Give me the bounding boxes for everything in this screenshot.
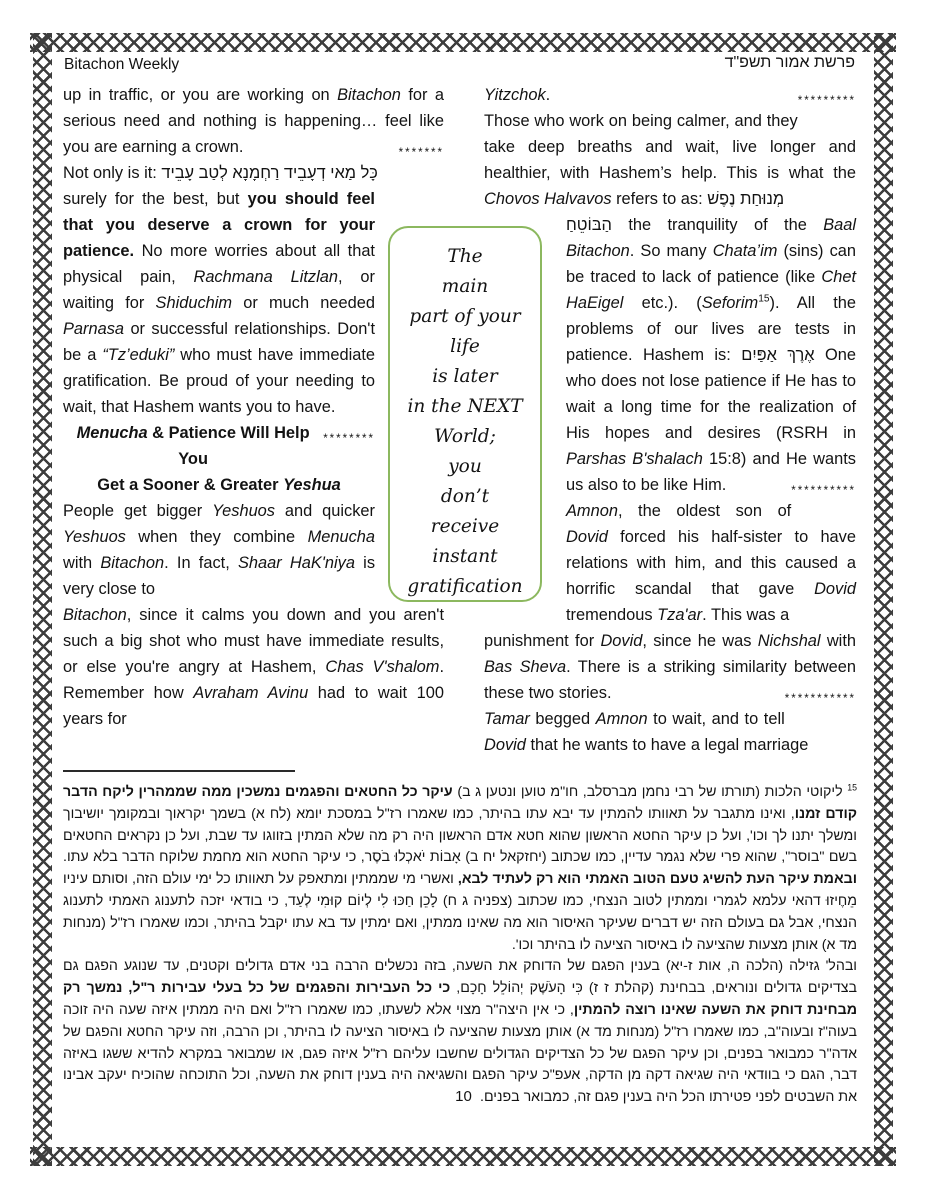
- pull-quote-line: is later: [432, 366, 498, 387]
- pull-quote-line: instant: [432, 546, 498, 567]
- pull-quote-line: life: [450, 336, 480, 357]
- footnote-15: $^{15}$ ליקוטי הלכות (תורתו של רבי נחמן מברסלב, חו"מ טוען ונטען ג ב) עיקר כל החטאים והפגמים נמשכין ממה שממהרין ליקח הדבר קודם זמנו, ואינו מתגבר על תאוותו להמתין עד יבא עתו בהיתר, כמו שאמרו רז"ל במסכת יומא (לח א) בשמך יקראוך ובמקומך יושיבוך ומשלך יתנו לך וכו', ועל כן עיקר החטא הראשון שהוא חטא אדם הראשון היה רק מה שלא המתין בזווגו עד שבת, ועל כן נקראים החטאים בשם "בוסר", שהוא פרי שלא נגמר עדיין, כמו שכתוב (יחזקאל יח ב) אָבוֹת יֹאכְלוּ בֹסֶר, כי עיקר החטא הוא מחמת שלוקח הדבר בלא עתו. ובאמת עיקר העת להשיג טעם הטוב האמתי הוא רק לעתיד לבא, ואשרי מי שממתין ומתאפק על תאוותו כל ימי עולם הזה, וסותם עיניו מֵחֶיזוּ דהאי עלמא לגמרי וממתין לטוב הנצחי, כמו שכתוב (צפניה ג ח) לָכֵן חַכּוּ לִי לְיוֹם קוּמִי לְעַד, כי בודאי יזכה לתענוג האמתי לתענוג הנצחי, אבל גם בעולם הזה יש דברים שעיקר האיסור הוא מה שאינו ממתין, ואם ימתין עד בא עתו יקבל בהיתר, וכמו שאמרו רז"ל (מנחות מד א) אותן מצעות שהציעה לו באיסור הציעה לו בהיתר וכו'.: [63, 782, 858, 953]
- section-heading: Menucha & Patience Will Help You Get a Sooner & Greater Yeshua: [76, 424, 341, 494]
- paragraph: punishment for Dovid, since he was Nichshal with Bas Sheva. There is a striking similarity between these two stories. ***********: [484, 632, 856, 705]
- pull-quote-line: don’t: [440, 486, 490, 507]
- paragraph: up in traffic, or you are working on Bitachon for a serious need and nothing is happening… feel like you are earning a crown. *******: [63, 86, 444, 159]
- footnotes: [63, 782, 857, 1109]
- paragraph: Amnon, the oldest son of Dovid forced his half-sister to have relations with him, and this caused a horrific scandal that gave Dovid tremendous Tza'ar. This was a: [566, 502, 856, 624]
- pull-quote-line: The: [447, 246, 483, 267]
- paragraph: Not only is it: כָּל מַאי דְעָבֵיד רַחְמָנָא לְטַב עָבֵיד: [63, 164, 378, 182]
- pull-quote-line: main: [441, 276, 489, 297]
- pull-quote-line: gratification: [407, 576, 523, 597]
- parsha-header: פרשת אמור תשפ"ד: [724, 54, 855, 71]
- paragraph: Bitachon, since it calms you down and you aren't such a big shot who must have immediate results, or else you're angry at Hashem, Chas V'shalom. Remember how Avraham Avinu had to wait 100 years for: [63, 606, 444, 728]
- cross-stitch-border-left: [33, 33, 52, 1166]
- pull-quote-line: World;: [434, 426, 496, 447]
- paragraph: הַבּוֹטֵחַ the tranquility of the Baal Bitachon. So many Chata’im (sins) can be traced to lack of patience (like Chet HaEigel etc.). (Seforim$^{15}$). All the problems of our lives are tests in patience. Hashem is: אֶרֶךְ אַפַּיִם One who does not lose patience if He has to wait a long time for the realization of His hopes and desires (RSRH in Parshas B'shalach 15:8) and He wants us also to be like Him. **********: [566, 216, 857, 497]
- paragraph: People get bigger Yeshuos and quicker Yeshuos when they combine Menucha with Bitachon. In fact, Shaar HaK'niya is very close to: [63, 502, 376, 598]
- cross-stitch-border-right: [874, 33, 893, 1166]
- paragraph: Yitzchok. *********: [484, 86, 856, 107]
- paragraph: surely for the best, but you should feel that you deserve a crown for your patience. No more worries about all that physical pain, Rachmana Litzlan, or waiting for Shiduchim or much needed Parnasa or successful relationships. Don't be a “Tz’eduki” who must have immediate gratification. Be proud of your needing to wait, that Hashem wants you to have. ********: [63, 190, 375, 445]
- pull-quote-line: part of your: [409, 306, 521, 327]
- left-column: [63, 82, 444, 732]
- footnote-separator: [63, 770, 295, 772]
- page-number: 10: [455, 1088, 472, 1105]
- cross-stitch-border-top: [30, 33, 896, 52]
- cross-stitch-border-bottom: [30, 1147, 896, 1166]
- footnote-15-cont: ובהל' גזילה (הלכה ה, אות ז-יא) בענין הפגם של הדוחק את השעה, בזה נכשלים הרבה בני אדם גדולים וקטנים, עד שנוגע הפגם גם בצדיקים גדולים ונוראים, בבחינת (קהלת ז ז) כִּי הָעֹשֶׁק יְהוֹלֵל חָכָם, כי כל העבירות והפגמים של כל בעלי עבירות ר"ל, נמשך רק מבחינת דוחק את השעה שאינו רוצה להמתין, כי אין היצה"ר מצוי אלא לשעתו, כמו שאמרו רז"ל ואם היה ממתין איזה שעה היה זוכה בעוה"ז ובעוה"ב, כמו שאמרו רז"ל (מנחות מד א) אותן מצעות שהציעה לו באיסור הציעה לו בהיתר, וכן הרבה, וזה עיקר החטא והפגם של אדה"ר כמבואר בפנים, וכן עיקר הפגם של כל הצדיקים הגדולים שחשבו עליהם רז"ל איזה פגם, או שמבואר במקרא להדיא ששגו באיזה דבר, הגם כי בוודאי היה שגיאה דקה מן הדקה, אעפ"כ עיקר הפגם והשגיאה היה בענין דוחק את השעה, וכל התוכחה שהוכיח יעקב אבינו את השבטים לפני פטירתו הכל היה בענין פגם זה, כמבואר בפנים.: [63, 958, 857, 1106]
- pull-quote-line: you: [448, 456, 482, 477]
- pull-quote-line: receive: [430, 516, 500, 537]
- pull-quote-line: in the NEXT: [407, 396, 523, 417]
- paragraph: Those who work on being calmer, and they take deep breaths and wait, live longer and healthier, with Hashem’s help. This is what the Chovos Halvavos refers to as: מְנוּחַת נֶפֶשׁ: [484, 112, 856, 208]
- newsletter-title: Bitachon Weekly: [64, 56, 180, 73]
- pull-quote-box: [388, 226, 542, 602]
- paragraph: Tamar begged Amnon to wait, and to tell Dovid that he wants to have a legal marriage: [484, 710, 809, 754]
